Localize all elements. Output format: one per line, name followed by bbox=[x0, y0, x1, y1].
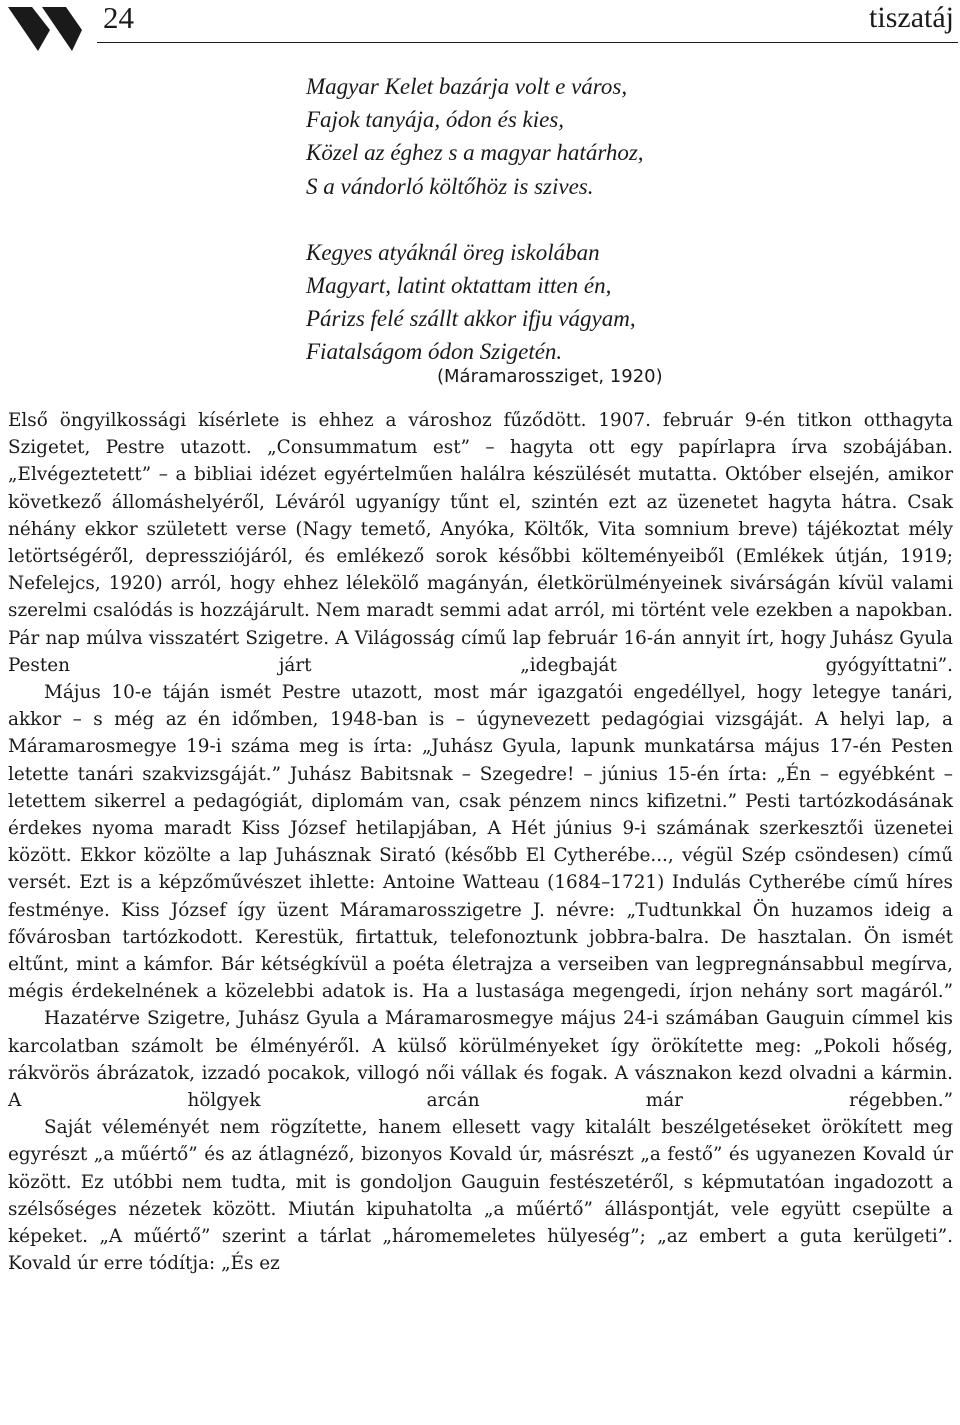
body-paragraph: Első öngyilkossági kísérlete is ehhez a városhoz fűződött. 1907. február 9-én titkon otthagyta Szigetet, Pestre utazott. „Consummatum est” – hagyta ott egy papírlapra írva szobájában. „Elvégeztetett” – a bibliai idézet egyértelműen halálra készülését mutatta. Október elsején, amikor következő állomáshelyéről, Léváról ugyanígy tűnt el, szintén ezt az üzenetet hagyta hátra. Csak néhány ekkor született verse (Nagy temető, Anyóka, Költők, Vita somnium breve) tájékoztat mély letörtségéről, depressziójáról, és emlékező sorok későbbi költeményeiből (Emlékek útján, 1919; Nefelejcs, 1920) arról, hogy ehhez lélekölő magányán, életkörülményeinek sivárságán kívül valami szerelmi csalódás is hozzájárult. Nem maradt semmi adat arról, mi történt vele ezekben a napokban. Pár nap múlva visszatért Szigetre. A Világosság című lap február 16-án annyit írt, hogy Juhász Gyula Pesten járt „idegbaját gyógyíttatni”. bbox=[8, 410, 953, 676]
poem-line: Magyar Kelet bazárja volt e város, bbox=[306, 74, 628, 99]
poem-stanza bbox=[306, 236, 644, 369]
poem-stanza bbox=[306, 70, 644, 203]
poem-line: Közel az éghez s a magyar határhoz, bbox=[306, 140, 644, 166]
poem-line: Kegyes atyáknál öreg iskolában bbox=[306, 239, 600, 265]
body-paragraph: Május 10-e táján ismét Pestre utazott, most már igazgatói engedéllyel, hogy letegye tanári, akkor – s még az én időmben, 1948-ban is – úgynevezett pedagógiai vizsgáját. A helyi lap, a Máramarosmegye 19-i száma meg is írta: „Juhász Gyula, lapunk munkatársa május 17-én Pesten letette tanári szakvizsgáját.” Juhász Babitsnak – Szegedre! – június 15-én írta: „Én – egyébként – letettem sikerrel a pedagógiát, diplomám van, csak pénzem nincs kifizetni.” Pesti tartózkodásának érdekes nyoma maradt Kiss József hetilapjában, A Hét június 9-i számának szerkesztői üzenetei között. Ekkor közölte a lap Juhásznak Sirató (később El Cytherébe..., végül Szép csöndesen) című versét. Ezt is a képzőművészet ihlette: Antoine Watteau (1684–1721) Indulás Cytherébe című híres festménye. Kiss József így üzent Máramarosszigetre J. névre: „Tudtunkkal Ön huzamos ideig a fővárosban tartózkodott. Kerestük, firtattuk, telefonoztunk jobbra-balra. De hasztalan. Ön ismét eltűnt, mint a kámfor. Bár kétségkívül a poéta életrajza a verseiben van legpregnánsabbul megírva, mégis érdekelnének a közelebbi adatok is. Ha a lustasága megengedi, írjon nehány sort magáról.” bbox=[8, 682, 953, 1003]
running-head: tiszatáj bbox=[869, 1, 954, 34]
poem-line: S a vándorló költőhöz is szives. bbox=[306, 173, 594, 199]
header-rule bbox=[97, 42, 958, 43]
body-paragraph: Saját véleményét nem rögzítette, hanem ellesett vagy kitalált beszélgetéseket örökített meg egyrészt „a műértő” és az átlagnéző, bizonyos Kovald úr, másrészt „a festő” és ugyanezen Kovald úr között. Ez utóbbi nem tudta, mit is gondoljon Gauguin festészetéről, s képmutatóan ingadozott a szélsőséges nézetek között. Miután kipuhatolta „a műértő” álláspontját, vele együtt csepülte a képeket. „A műértő” szerint a tárlat „háromemeletes hülyeség”; „az embert a guta kerülgeti”. Kovald úr erre tódítja: „És ez bbox=[8, 1117, 953, 1275]
poem bbox=[306, 70, 644, 369]
poem-line: Fajok tanyája, ódon és kies, bbox=[306, 107, 565, 133]
poem-line: Magyart, latint oktattam itten én, bbox=[306, 273, 612, 299]
body-paragraph: Hazatérve Szigetre, Juhász Gyula a Máramarosmegye május 24-i számában Gauguin címmel kis karcolatban számolt be élményéről. A külső körülményeket így örökítette meg: „Pokoli hőség, rákvörös ábrázatok, izzadó pocakok, villogó női vállak és fogak. A vásznakon kezd olvadni a kármin. A hölgyek arcán már régebben.” bbox=[8, 1008, 953, 1112]
magazine-logo-icon bbox=[8, 4, 82, 54]
page-number: 24 bbox=[103, 0, 134, 35]
poem-line: Párizs felé szállt akkor ifju vágyam, bbox=[306, 306, 636, 332]
article-body bbox=[8, 407, 953, 1278]
poem-line: Fiatalságom ódon Szigetén. bbox=[306, 339, 563, 365]
poem-place-date: (Máramarossziget, 1920) bbox=[437, 366, 663, 387]
